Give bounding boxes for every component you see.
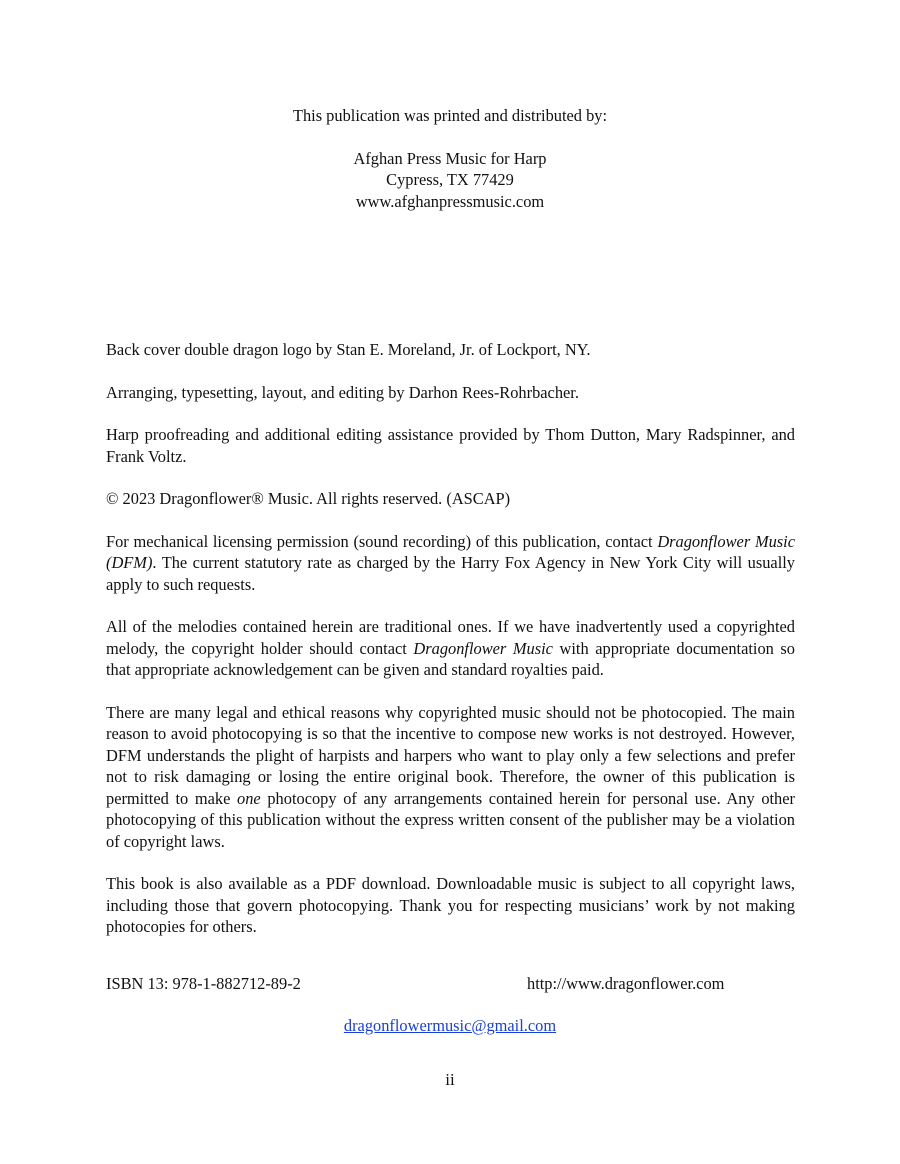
proofreading-credit (106, 424, 795, 467)
photocopy-text-2: photocopy of any arrangements contained herein for personal use. Any other photocopying of this publication without the express written consent of the publisher may be a violation of copyright laws. (106, 788, 795, 851)
footer-row (106, 973, 795, 995)
licensing-publisher: Dragonflower Music (DFM) (106, 531, 795, 572)
printer-name: Afghan Press Music for Harp (353, 148, 547, 168)
credits-body (106, 339, 795, 959)
photocopy-paragraph (106, 702, 795, 853)
email-line (0, 1015, 900, 1037)
logo-credit: Back cover double dragon logo by Stan E. Moreland, Jr. of Lockport, NY. (106, 340, 591, 359)
melodies-paragraph (106, 616, 795, 681)
photocopy-emphasis: one (237, 788, 261, 808)
printer-url: www.afghanpressmusic.com (355, 191, 545, 211)
proofreading-credit-comma: , (635, 425, 641, 444)
printer-city: Cypress, TX 77429 (386, 170, 514, 189)
melodies-publisher: Dragonflower Music (413, 638, 553, 658)
melodies-text-2: with appropriate documentation so that appropriate acknowledgement can be given and standard royalties paid. (106, 638, 795, 679)
page-number: ii (445, 1070, 455, 1089)
pdf-note: This book is also available as a PDF download. Downloadable music is subject to all copyright laws, including those that govern photocopying. Thank you for respecting musicians’ work by not making photocopies for others. (106, 874, 795, 936)
licensing-paragraph (106, 531, 795, 596)
licensing-text-1: For mechanical licensing permission (sound recording) of this publication, contact (106, 531, 658, 551)
photocopy-text-1: There are many legal and ethical reasons why copyrighted music should not be photocopied. The main reason to avoid photocopying is so that the incentive to compose new works is not destroyed. However, DFM understands the plight of harpists and harpers who want to play only a few selections and prefer not to risk damaging or losing the entire original book. Therefore, the owner of this publication is permitted to make (106, 702, 795, 808)
proofreading-credit-part1: Harp proofreading and additional editing assistance provided by Thom Dutton (106, 425, 636, 444)
printer-intro: This publication was printed and distributed by: (292, 106, 608, 125)
isbn: ISBN 13: 978-1-882712-89-2 (106, 974, 301, 993)
licensing-text-2: . The current statutory rate as charged by the Harry Fox Agency in New York City will usually apply to such requests. (106, 553, 795, 594)
arranging-credit: Arranging, typesetting, layout, and editing by Darhon Rees-Rohrbacher. (106, 382, 579, 402)
email-link[interactable]: dragonflowermusic@gmail.com (343, 1016, 557, 1035)
printer-info (0, 105, 900, 212)
copyright-notice: © 2023 Dragonflower® Music. All rights reserved. (ASCAP) (106, 489, 511, 508)
website-link[interactable]: http://www.dragonflower.com (527, 974, 725, 993)
melodies-text-1: All of the melodies contained herein are traditional ones. If we have inadvertently used a copyrighted melody, the copyright holder should contact (106, 617, 795, 658)
proofreading-credit-part2: Mary Radspinner, and Frank Voltz. (106, 425, 796, 466)
